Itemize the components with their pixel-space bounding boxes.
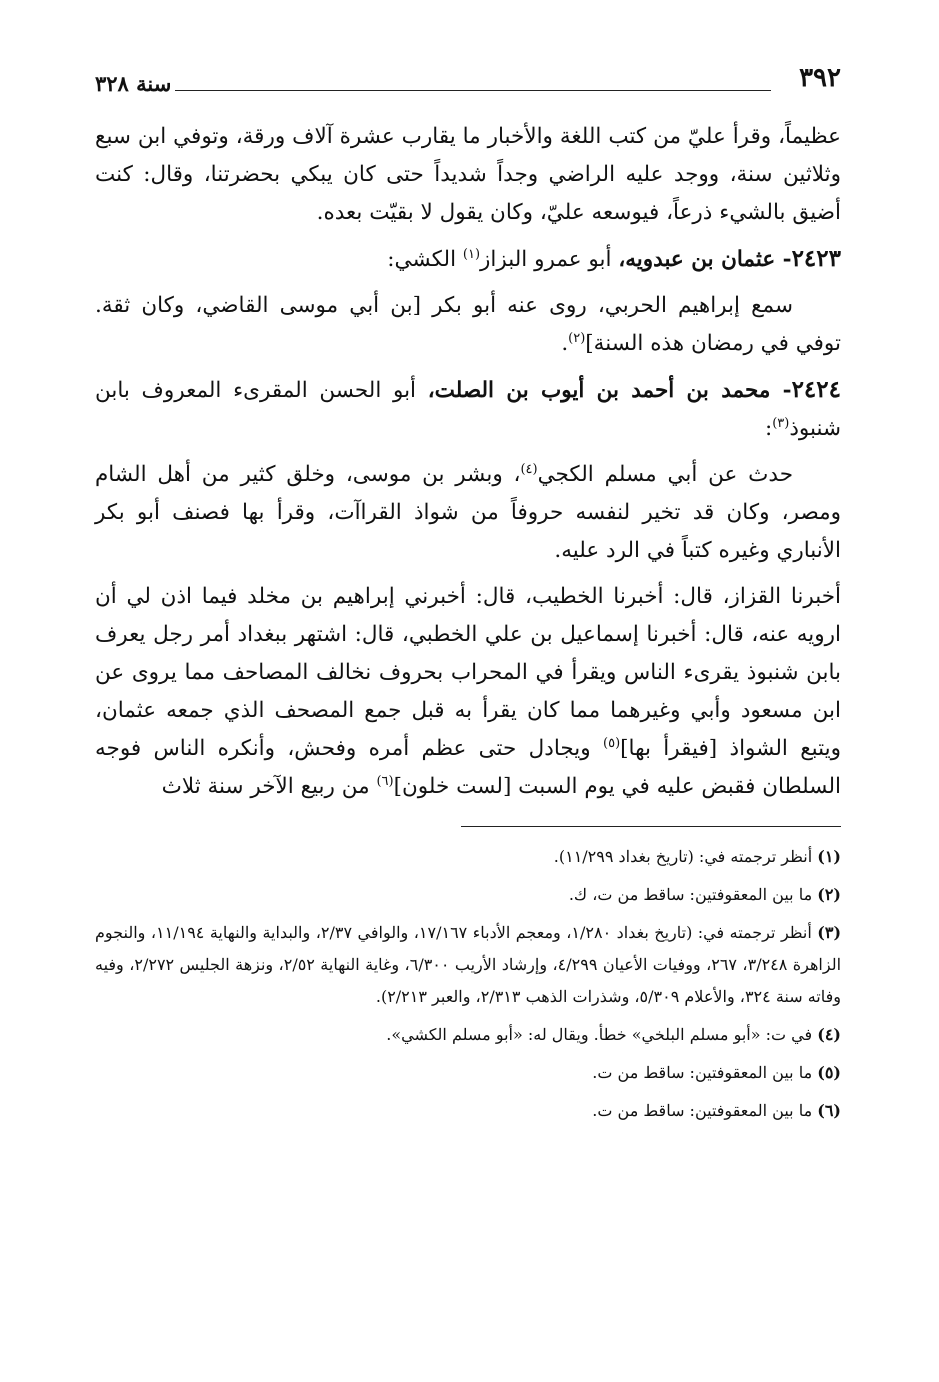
entry-name: - محمد بن أحمد بن أيوب بن الصلت، [427,378,792,403]
footnote-text: أنظر ترجمته في: (تاريخ بغداد ١/٢٨٠، ومعجم الأدباء ١٧/١٦٧، والوافي ٢/٣٧، والبداية والنهاية ١١/١٩٤، والنجوم الزاهرة ٣/٢٤٨، ٢٦٧، ووفيات الأعيان ٤/٢٩٩، وإرشاد الأريب ٦/٣٠٠، وغاية النهاية ٢/٥٢، ونزهة الجليس ٢/٢٧٢، وفيه وفاته سنة ٣٢٤، والأعلام ٥/٣٠٩، وشذرات الذهب ٢/٣١٣، والعبر ٢/٢١٣). [95,923,842,1006]
footnote-number: (١) [817,847,841,866]
entry-name: - عثمان بن عبدويه، [618,247,792,272]
footnote-separator [461,826,841,827]
footnote-6 [95,1095,841,1127]
footnote-number: (٣) [817,923,842,942]
entry-2424-heading [95,371,841,448]
page-header [95,62,841,106]
entry-text: من ربيع الآخر سنة ثلاث [161,774,377,799]
entry-heading-text: أبو الحسن المقرىء المعروف بابن شنبوذ [95,378,841,441]
main-text [95,118,841,806]
header-rule [175,90,771,91]
entry-heading-text: أبو عمرو البزاز [480,247,619,272]
entry-text: ويجادل حتى عظم أمره وفحش، وأنكره الناس فوجه السلطان فقبض عليه في يوم السبت [لست خلون] [95,736,841,799]
footnote-number: (٦) [817,1101,841,1120]
entry-2424-paragraph-1 [95,456,841,570]
footnote-ref: (٣) [772,415,790,431]
footnote-number: (٢) [817,885,841,904]
footnote-1 [95,841,841,873]
intro-paragraph: عظيماً، وقرأ عليّ من كتب اللغة والأخبار ما يقارب عشرة آلاف ورقة، وتوفي ابن سبع وثلاثين سنة، ووجد عليه الراضي وجداً شديداً حتى كان يبكي بحضرتنا، وقال: كنت أضيق بالشيء ذرعاً، فيوسعه عليّ، وكان يقول لا بقيّت بعده. [95,124,841,225]
book-page [95,62,841,1133]
footnote-ref: (٥) [603,735,621,751]
entry-2423-heading [95,240,841,279]
footnote-number: (٤) [817,1025,841,1044]
footnote-ref: (٢) [568,330,586,346]
footnote-ref: (٤) [520,461,538,477]
footnote-text: أنظر ترجمته في: (تاريخ بغداد ١١/٢٩٩). [553,847,813,866]
entry-heading-tail: الكشي: [387,247,463,272]
entry-heading-tail: : [764,416,773,441]
footnote-text: ما بين المعقوفتين: ساقط من ت. [592,1101,813,1120]
entry-text: أخبرنا القزاز، قال: أخبرنا الخطيب، قال: أخبرني إبراهيم بن مخلد فيما اذن لي أن ارويه عنه، قال: أخبرنا إسماعيل بن علي الخطبي، قال: اشتهر ببغداد أمر رجل يعرف بابن شنبوذ يقرىء الناس ويقرأ في المحراب بحروف نخالف المصاحف مما يروى عن ابن مسعود وأبي وغيرهما مما كان يقرأ به قبل جمع المصحف الذي جمعه عثمان، ويتبع الشواذ [فيقرأ بها] [95,584,841,761]
entry-2424-paragraph-2 [95,578,841,806]
entry-text: سمع إبراهيم الحربي، روى عنه أبو بكر [بن أبي موسى القاضي، وكان ثقة. توفي في رمضان هذه السنة] [95,293,841,356]
footnote-text: في ت: «أبو مسلم البلخي» خطأ. ويقال له: «أبو مسلم الكشي». [386,1025,813,1044]
footnote-4 [95,1019,841,1051]
footnote-text: ما بين المعقوفتين: ساقط من ت، ك. [568,885,813,904]
footnote-number: (٥) [817,1063,841,1082]
footnote-5 [95,1057,841,1089]
entry-text-tail: . [561,331,569,356]
page-number: ٣٩٢ [799,63,841,93]
footnote-ref: (١) [462,246,481,262]
entry-text: ، وبشر بن موسى، وخلق كثير من أهل الشام ومصر، وكان قد تخير لنفسه حروفاً من شواذ القراآت، وقرأ بها فصنف أبو بكر الأنباري وغيره كتباً في الرد عليه. [95,462,841,563]
footnote-text: ما بين المعقوفتين: ساقط من ت. [592,1063,813,1082]
entry-number: ٢٤٢٤ [791,376,841,403]
footnote-ref: (٦) [376,773,394,789]
footnote-2 [95,879,841,911]
footnotes [95,841,841,1127]
running-title-year: سنة ٣٢٨ [95,71,172,96]
entry-text: حدث عن أبي مسلم الكجي [537,462,793,487]
entry-number: ٢٤٢٣ [791,245,841,272]
entry-2423-text [95,287,841,363]
footnote-3 [95,917,841,1013]
